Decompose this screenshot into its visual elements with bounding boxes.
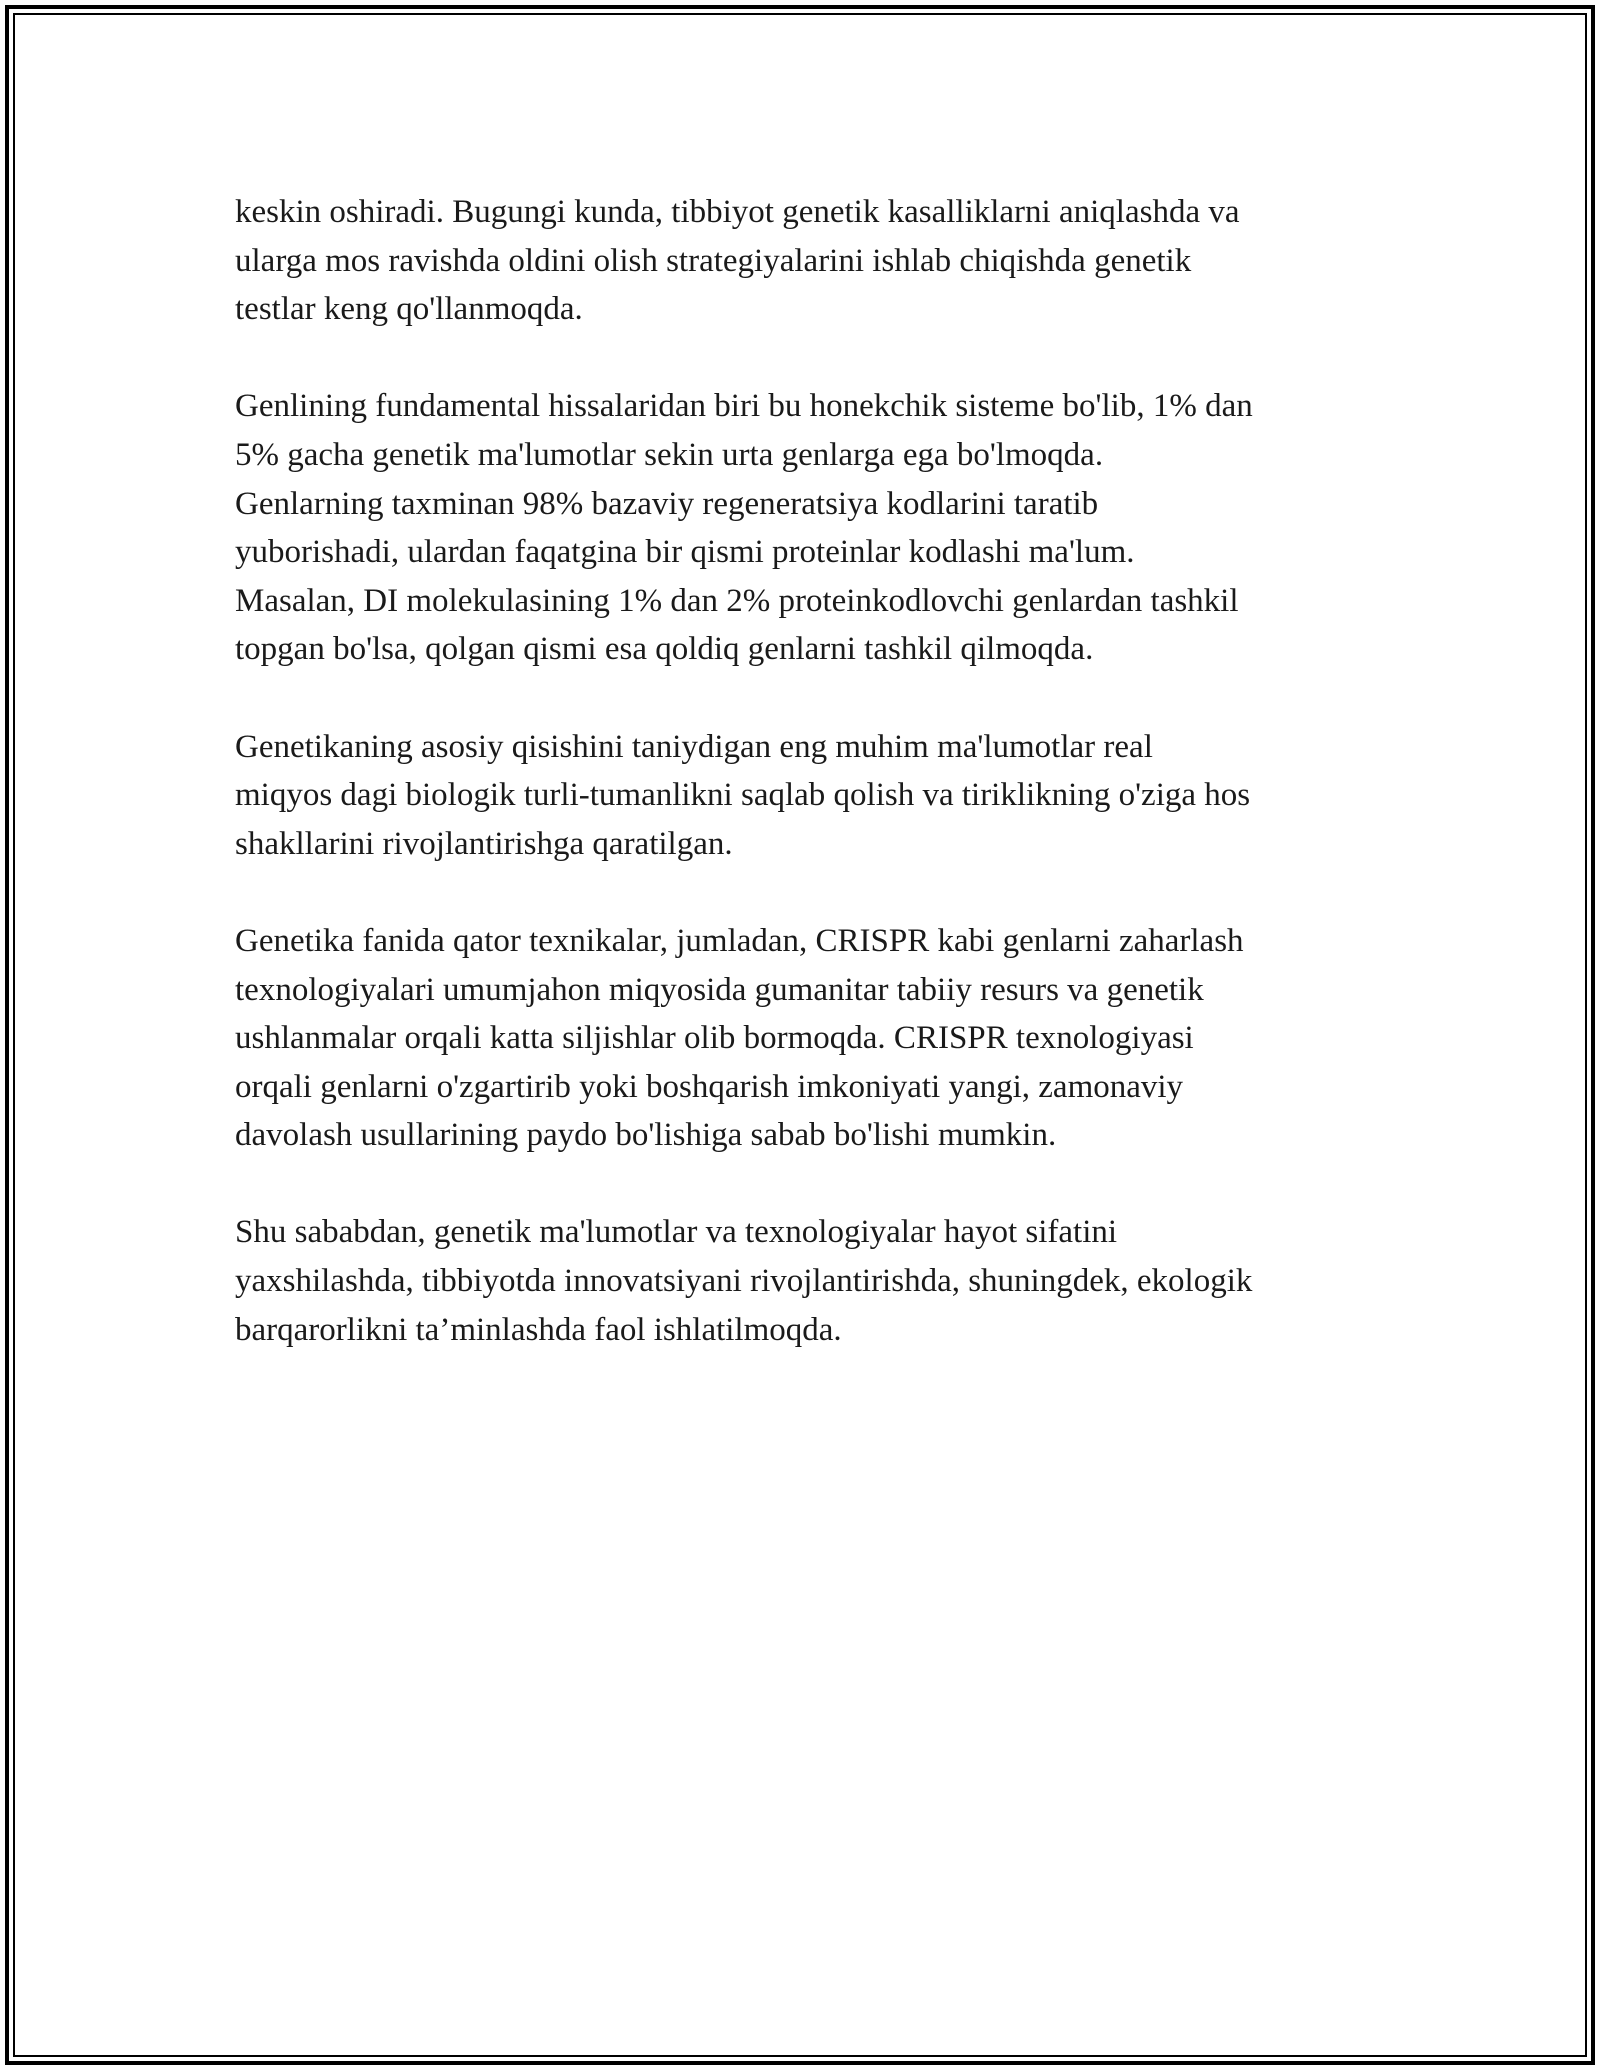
text-line: Genetika fanida qator texnikalar, jumladan, CRISPR kabi genlarni zaharlash: [235, 922, 1244, 959]
text-line: topgan bo'lsa, qolgan qismi esa qoldiq genlarni tashkil qilmoqda.: [235, 631, 1094, 668]
paragraph-4: [235, 917, 1375, 1160]
text-line: yuborishadi, ulardan faqatgina bir qismi proteinlar kodlashi ma'lum.: [235, 534, 1135, 571]
text-line: ularga mos ravishda oldini olish strategiyalarini ishlab chiqishda genetik: [235, 242, 1192, 279]
text-line: miqyos dagi biologik turli-tumanlikni saqlab qolish va tiriklikning o'ziga hos: [235, 777, 1251, 814]
text-line: orqali genlarni o'zgartirib yoki boshqarish imkoniyati yangi, zamonaviy: [235, 1068, 1184, 1105]
text-line: davolash usullarining paydo bo'lishiga sabab bo'lishi mumkin.: [235, 1117, 1057, 1154]
text-line: ushlanmalar orqali katta siljishlar olib bormoqda. CRISPR texnologiyasi: [235, 1020, 1194, 1057]
paragraph-3: [235, 723, 1375, 869]
text-line: barqarorlikni ta’minlashda faol ishlatilmoqda.: [235, 1311, 842, 1348]
text-line: Shu sababdan, genetik ma'lumotlar va texnologiyalar hayot sifatini: [235, 1214, 1118, 1251]
text-line: Genlining fundamental hissalaridan biri bu honekchik sisteme bo'lib, 1% dan: [235, 388, 1253, 425]
text-line: 5% gacha genetik ma'lumotlar sekin urta genlarga ega bo'lmoqda.: [235, 436, 1104, 473]
text-line: keskin oshiradi. Bugungi kunda, tibbiyot genetik kasalliklarni aniqlashda va: [235, 194, 1240, 230]
text-line: Masalan, DI molekulasining 1% dan 2% proteinkodlovchi genlardan tashkil: [235, 582, 1239, 619]
text-line: Genlarning taxminan 98% bazaviy regeneratsiya kodlarini taratib: [235, 485, 1099, 522]
paragraph-1: [235, 188, 1375, 334]
text-line: Genetikaning asosiy qisishini taniydigan eng muhim ma'lumotlar real: [235, 728, 1153, 765]
document-body: [235, 188, 1375, 1403]
text-line: texnologiyalari umumjahon miqyosida gumanitar tabiiy resurs va genetik: [235, 971, 1204, 1008]
text-line: testlar keng qo'llanmoqda.: [235, 291, 583, 328]
text-line: yaxshilashda, tibbiyotda innovatsiyani rivojlantirishda, shuningdek, ekologik: [235, 1263, 1253, 1300]
paragraph-5: [235, 1208, 1375, 1354]
paragraph-2: [235, 382, 1375, 674]
text-line: shakllarini rivojlantirishga qaratilgan.: [235, 825, 733, 862]
